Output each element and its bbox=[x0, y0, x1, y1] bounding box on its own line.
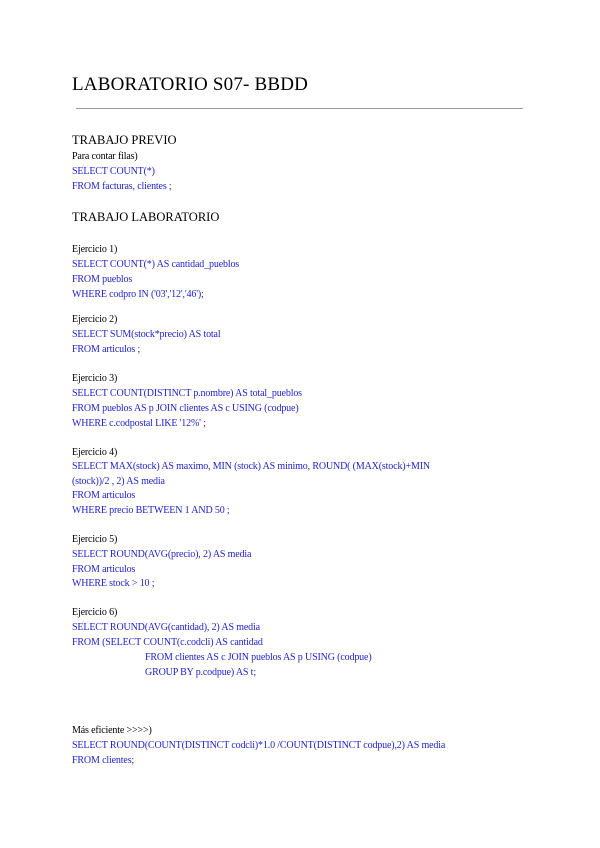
code-line: GROUP BY p.codpue) AS t; bbox=[145, 667, 256, 678]
code-line: FROM articulos bbox=[72, 490, 136, 501]
code-line: FROM pueblos bbox=[72, 274, 133, 285]
code-line: FROM clientes AS c JOIN pueblos AS p USING (codpue) bbox=[145, 652, 372, 663]
code-line: FROM articulos bbox=[72, 564, 136, 575]
code-line: SELECT COUNT(*) bbox=[72, 166, 155, 177]
code-line: SELECT COUNT(*) AS cantidad_pueblos bbox=[72, 259, 240, 270]
exercise-label-1: Ejercicio 1) bbox=[72, 244, 118, 255]
code-line: SELECT COUNT(DISTINCT p.nombre) AS total_pueblos bbox=[72, 388, 302, 399]
code-line: FROM (SELECT COUNT(c.codcli) AS cantidad bbox=[72, 637, 263, 648]
efficient-label: Más eficiente >>>>) bbox=[72, 725, 152, 736]
previo-note: Para contar filas) bbox=[72, 151, 138, 162]
code-line: SELECT ROUND(AVG(precio), 2) AS media bbox=[72, 549, 252, 560]
code-line: FROM pueblos AS p JOIN clientes AS c USING (codpue) bbox=[72, 403, 299, 414]
code-line: WHERE precio BETWEEN 1 AND 50 ; bbox=[72, 505, 230, 516]
exercise-label-4: Ejercicio 4) bbox=[72, 447, 118, 458]
code-line: FROM facturas, clientes ; bbox=[72, 181, 172, 192]
document-title: LABORATORIO S07- BBDD bbox=[72, 74, 309, 95]
exercise-label-5: Ejercicio 5) bbox=[72, 534, 118, 545]
code-line: FROM articulos ; bbox=[72, 344, 141, 355]
code-line: FROM clientes; bbox=[72, 755, 135, 766]
code-line: SELECT SUM(stock*precio) AS total bbox=[72, 329, 221, 340]
section-heading-previo: TRABAJO PREVIO bbox=[72, 133, 177, 147]
code-line: WHERE codpro IN ('03','12','46'); bbox=[72, 289, 204, 300]
exercise-label-6: Ejercicio 6) bbox=[72, 607, 118, 618]
code-line: WHERE stock > 10 ; bbox=[72, 578, 155, 589]
horizontal-rule bbox=[76, 108, 523, 109]
code-line: SELECT MAX(stock) AS maximo, MIN (stock) AS minimo, ROUND( (MAX(stock)+MIN bbox=[72, 461, 430, 472]
section-heading-laboratorio: TRABAJO LABORATORIO bbox=[72, 210, 220, 224]
code-line: (stock))/2 , 2) AS media bbox=[72, 476, 165, 487]
code-line: SELECT ROUND(AVG(cantidad), 2) AS media bbox=[72, 622, 260, 633]
exercise-label-3: Ejercicio 3) bbox=[72, 373, 118, 384]
code-line: WHERE c.codpostal LIKE '12%' ; bbox=[72, 418, 206, 429]
exercise-label-2: Ejercicio 2) bbox=[72, 314, 118, 325]
code-line: SELECT ROUND(COUNT(DISTINCT codcli)*1.0 /COUNT(DISTINCT codpue),2) AS media bbox=[72, 740, 446, 751]
